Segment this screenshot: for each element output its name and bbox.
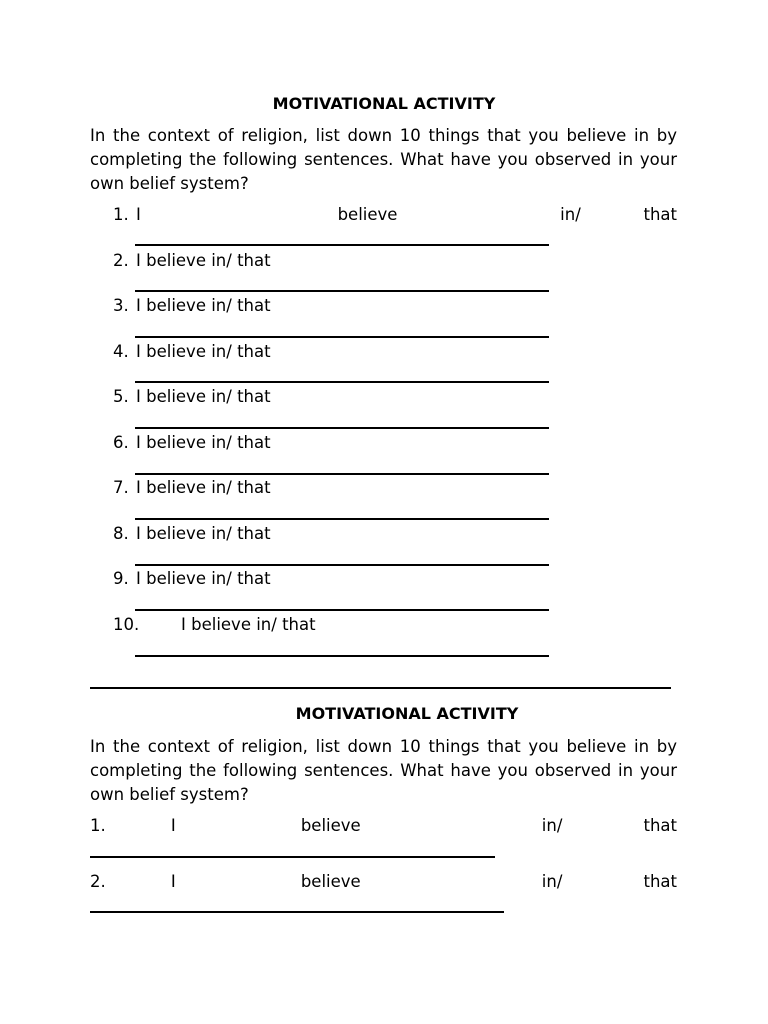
section1-item-2-text: I believe in/ that bbox=[136, 251, 271, 270]
answer-line[interactable] bbox=[135, 244, 549, 246]
section1-item-4-text: I believe in/ that bbox=[136, 342, 271, 361]
section1-item-5-number: 5. bbox=[113, 387, 129, 406]
word-that: that bbox=[643, 816, 677, 835]
section1-item-7-text: I believe in/ that bbox=[136, 478, 271, 497]
section2-title: MOTIVATIONAL ACTIVITY bbox=[295, 704, 519, 723]
section1-item-10-text: I believe in/ that bbox=[181, 615, 316, 634]
word-i: I bbox=[170, 816, 176, 835]
answer-line[interactable] bbox=[90, 911, 504, 913]
answer-line[interactable] bbox=[135, 336, 549, 338]
section1-intro: In the context of religion, list down 10 things that you believe in by completing the following sentences. What have you observed in your own belief system? bbox=[90, 126, 677, 193]
word-believe: believe bbox=[337, 205, 398, 224]
word-believe: believe bbox=[300, 816, 361, 835]
answer-line[interactable] bbox=[135, 473, 549, 475]
section1-item-7-number: 7. bbox=[113, 478, 129, 497]
word-i: I bbox=[136, 205, 141, 224]
word-in: in/ bbox=[541, 816, 563, 835]
section1-title: MOTIVATIONAL ACTIVITY bbox=[272, 94, 496, 113]
answer-line[interactable] bbox=[135, 290, 549, 292]
section1-item-9-number: 9. bbox=[113, 569, 129, 588]
item-number: 1. bbox=[90, 816, 106, 835]
section1-item-9-text: I believe in/ that bbox=[136, 569, 271, 588]
section1-item-8-text: I believe in/ that bbox=[136, 524, 271, 543]
section1-item-6-number: 6. bbox=[113, 433, 129, 452]
section1-item-5-text: I believe in/ that bbox=[136, 387, 271, 406]
section1-item-4-number: 4. bbox=[113, 342, 129, 361]
section-divider bbox=[90, 687, 671, 689]
section1-item-2-number: 2. bbox=[113, 251, 129, 270]
answer-line[interactable] bbox=[135, 381, 549, 383]
answer-line[interactable] bbox=[90, 856, 495, 858]
section1-item-10-number: 10. bbox=[113, 615, 140, 634]
answer-line[interactable] bbox=[135, 609, 549, 611]
section1-item-3-text: I believe in/ that bbox=[136, 296, 271, 315]
answer-line[interactable] bbox=[135, 427, 549, 429]
section1-item-1-text bbox=[136, 205, 677, 225]
word-in: in/ bbox=[560, 205, 581, 224]
answer-line[interactable] bbox=[135, 564, 549, 566]
section2-item-2 bbox=[90, 872, 677, 892]
section1-item-8-number: 8. bbox=[113, 524, 129, 543]
section1-item-3-number: 3. bbox=[113, 296, 129, 315]
section2-item-1 bbox=[90, 816, 677, 836]
word-in: in/ bbox=[541, 872, 563, 891]
answer-line[interactable] bbox=[135, 518, 549, 520]
section1-item-6-text: I believe in/ that bbox=[136, 433, 271, 452]
answer-line[interactable] bbox=[135, 655, 549, 657]
section2-intro: In the context of religion, list down 10 things that you believe in by completing the following sentences. What have you observed in your own belief system? bbox=[90, 737, 677, 804]
word-believe: believe bbox=[300, 872, 361, 891]
item-number: 2. bbox=[90, 872, 106, 891]
word-i: I bbox=[170, 872, 176, 891]
word-that: that bbox=[643, 205, 677, 224]
word-that: that bbox=[643, 872, 677, 891]
section1-item-1-number: 1. bbox=[113, 205, 129, 224]
